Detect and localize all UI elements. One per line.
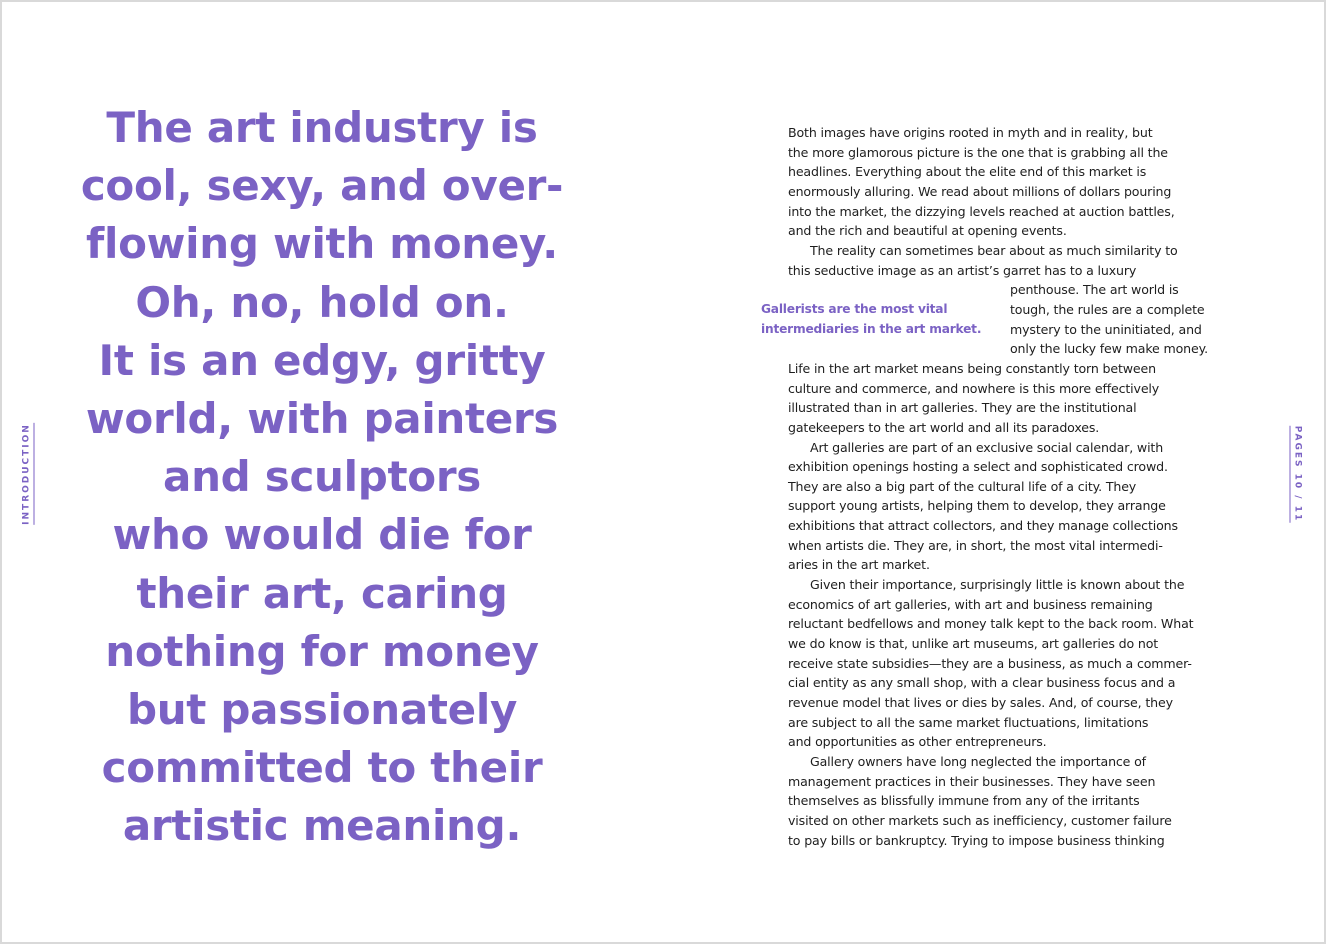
body-line: to pay bills or bankruptcy. Trying to impose business thinking bbox=[788, 832, 1165, 848]
body-line: Life in the art market means being constantly torn between bbox=[788, 360, 1156, 376]
body-line: headlines. Everything about the elite end of this market is bbox=[788, 164, 1147, 180]
pull-quote-line: artistic meaning. bbox=[122, 801, 522, 851]
callout-line: intermediaries in the art market. bbox=[761, 321, 982, 336]
page-numbers-label: PAGES 10 / 11 bbox=[1290, 426, 1303, 523]
pull-quote-line: nothing for money bbox=[105, 626, 539, 676]
pull-quote-line: world, with painters bbox=[85, 394, 559, 444]
body-line: the more glamorous picture is the one that is grabbing all the bbox=[788, 144, 1168, 160]
body-line: management practices in their businesses. They have seen bbox=[788, 773, 1156, 789]
body-line: are subject to all the same market fluctuations, limitations bbox=[788, 714, 1149, 730]
body-line: and opportunities as other entrepreneurs. bbox=[788, 734, 1047, 750]
body-line: aries in the art market. bbox=[788, 557, 930, 573]
body-line: tough, the rules are a complete bbox=[1010, 301, 1205, 317]
body-line: mystery to the uninitiated, and bbox=[1010, 321, 1202, 337]
pull-quote-line: their art, caring bbox=[136, 568, 508, 618]
body-line: The reality can sometimes bear about as much similarity to bbox=[810, 242, 1178, 258]
body-line: Art galleries are part of an exclusive social calendar, with bbox=[810, 439, 1164, 455]
body-line: reluctant bedfellows and money talk kept to the back room. What bbox=[788, 616, 1194, 632]
body-line: visited on other markets such as inefficiency, customer failure bbox=[788, 812, 1172, 828]
body-line: themselves as blissfully immune from any of the irritants bbox=[788, 793, 1140, 809]
body-line: cial entity as any small shop, with a clear business focus and a bbox=[788, 675, 1176, 691]
body-line: exhibition openings hosting a select and sophisticated crowd. bbox=[788, 459, 1168, 475]
body-line: penthouse. The art world is bbox=[1010, 282, 1179, 298]
body-line: and the rich and beautiful at opening events. bbox=[788, 223, 1067, 239]
pull-quote-line: and sculptors bbox=[163, 452, 481, 502]
body-line: Given their importance, surprisingly little is known about the bbox=[810, 577, 1185, 593]
body-line: illustrated than in art galleries. They are the institutional bbox=[788, 400, 1137, 416]
body-line: we do know is that, unlike art museums, art galleries do not bbox=[788, 636, 1159, 652]
section-label: INTRODUCTION bbox=[22, 423, 35, 525]
body-line: Both images have origins rooted in myth and in reality, but bbox=[788, 125, 1153, 140]
body-line: when artists die. They are, in short, the most vital intermedi- bbox=[788, 537, 1163, 553]
pull-quote-line: It is an edgy, gritty bbox=[98, 335, 546, 385]
body-line: Gallery owners have long neglected the importance of bbox=[810, 754, 1146, 769]
body-line: culture and commerce, and nowhere is this more effectively bbox=[788, 380, 1160, 396]
body-line: revenue model that lives or dies by sales. And, of course, they bbox=[788, 695, 1173, 711]
pull-quote-line: Oh, no, hold on. bbox=[135, 277, 509, 327]
body-line: economics of art galleries, with art and business remaining bbox=[788, 596, 1153, 612]
body-line: support young artists, helping them to develop, they arrange bbox=[788, 498, 1166, 514]
callout-line: Gallerists are the most vital bbox=[761, 302, 948, 316]
body-line: exhibitions that attract collectors, and they manage collections bbox=[788, 518, 1178, 534]
body-line: receive state subsidies—they are a business, as much a commer- bbox=[788, 655, 1192, 671]
pull-quote-line: flowing with money. bbox=[86, 219, 558, 269]
pull-quote-line: The art industry is bbox=[106, 103, 538, 152]
body-line: gatekeepers to the art world and all its paradoxes. bbox=[788, 419, 1100, 435]
pull-quote-line: but passionately bbox=[126, 685, 518, 735]
body-line: They are also a big part of the cultural life of a city. They bbox=[788, 478, 1137, 494]
book-spread bbox=[2, 2, 1324, 942]
body-line: into the market, the dizzying levels reached at auction battles, bbox=[788, 203, 1175, 219]
pull-quote-line: cool, sexy, and over- bbox=[80, 161, 564, 211]
pull-quote-line: committed to their bbox=[101, 743, 543, 793]
body-line: enormously alluring. We read about millions of dollars pouring bbox=[788, 183, 1172, 199]
body-text bbox=[788, 123, 1240, 850]
pull-quote bbox=[62, 99, 582, 856]
body-line: this seductive image as an artist’s garret has to a luxury bbox=[788, 262, 1137, 278]
body-line: only the lucky few make money. bbox=[1010, 341, 1208, 357]
pull-quote-line: who would die for bbox=[112, 510, 532, 560]
